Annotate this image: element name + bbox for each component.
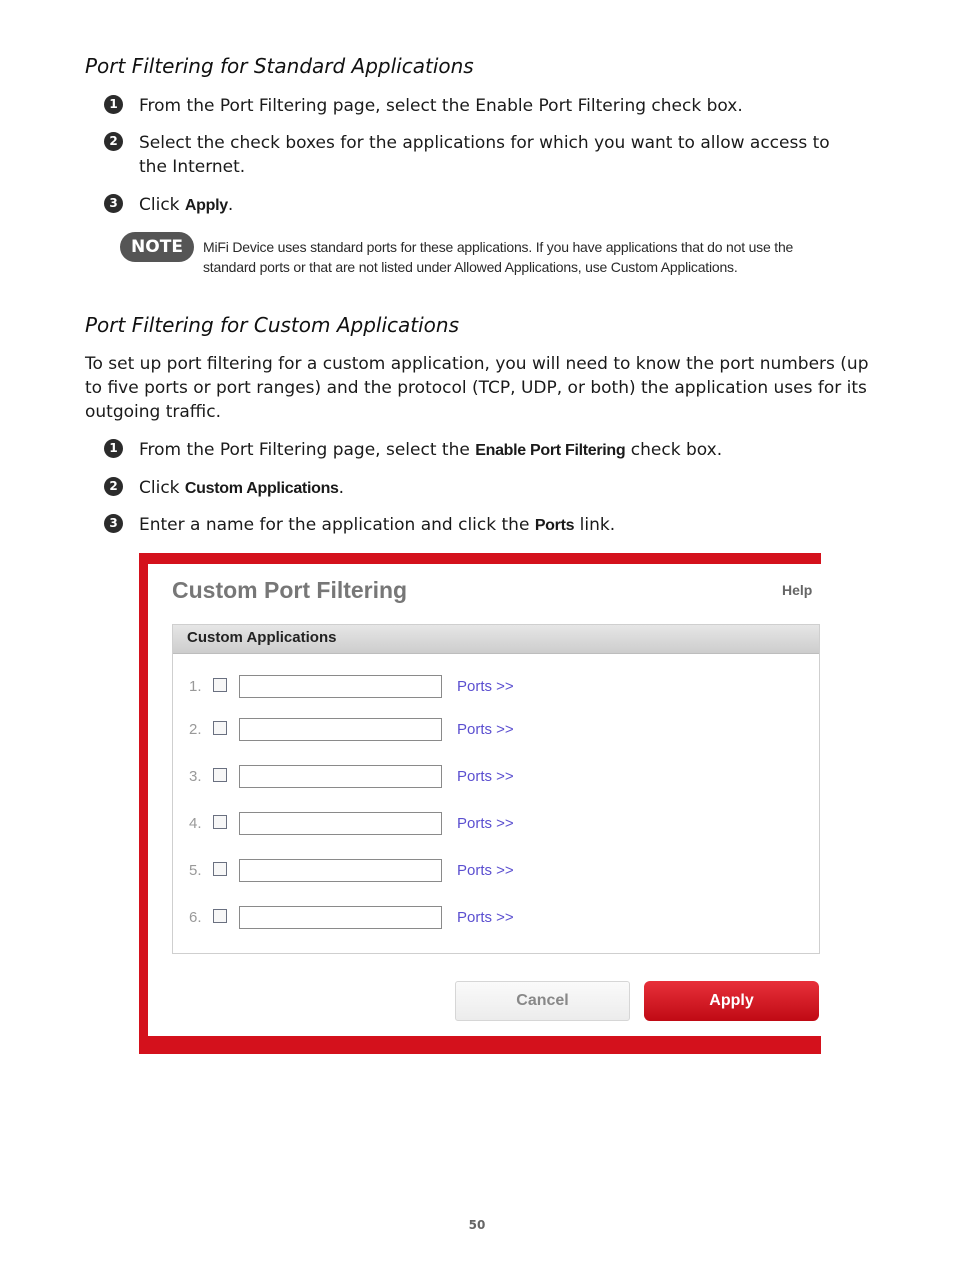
table-row [173, 718, 819, 742]
screenshot-content [148, 564, 821, 1036]
app-name-input[interactable] [239, 859, 442, 882]
step-number: 1 [104, 439, 123, 458]
step-number: 3 [104, 514, 123, 533]
row-index: 5. [189, 862, 202, 879]
app-name-input[interactable] [239, 675, 442, 698]
cancel-button[interactable]: Cancel [455, 981, 630, 1021]
step-number: 3 [104, 194, 123, 213]
section-heading-standard: Port Filtering for Standard Applications [85, 54, 474, 78]
page-number: 50 [468, 1218, 486, 1232]
note-badge: NOTE [120, 232, 194, 262]
app-name-input[interactable] [239, 906, 442, 929]
section-heading-custom: Port Filtering for Custom Applications [85, 313, 459, 337]
ports-link[interactable]: Ports >> [457, 768, 514, 785]
step-number: 2 [104, 477, 123, 496]
app-name-input[interactable] [239, 765, 442, 788]
app-checkbox[interactable] [213, 815, 227, 829]
app-checkbox[interactable] [213, 721, 227, 735]
page-title: Custom Port Filtering [172, 577, 408, 603]
app-name-input[interactable] [239, 812, 442, 835]
row-index: 1. [189, 678, 202, 695]
custom-port-filtering-screenshot [139, 553, 821, 1054]
app-name-input[interactable] [239, 718, 442, 741]
step-text: Click Custom Applications. [139, 478, 345, 498]
intro-paragraph: To set up port filtering for a custom application, you will need to know the port numbers (up to five ports or port ranges) and the protocol (TCP, UDP, or both) the application uses for its outgoing traffic. [85, 354, 869, 422]
table-row [173, 906, 819, 930]
row-index: 6. [189, 909, 202, 926]
ports-link[interactable]: Ports >> [457, 815, 514, 832]
ports-link[interactable]: Ports >> [457, 721, 514, 738]
step-text: Select the check boxes for the applications for which you want to allow access to the Internet. [139, 133, 830, 177]
help-link[interactable]: Help [782, 582, 813, 598]
row-index: 2. [189, 721, 202, 738]
row-index: 3. [189, 768, 202, 785]
step-text: From the Port Filtering page, select the Enable Port Filtering check box. [139, 440, 723, 460]
step-text: From the Port Filtering page, select the Enable Port Filtering check box. [139, 96, 743, 116]
table-row [173, 859, 819, 883]
app-checkbox[interactable] [213, 768, 227, 782]
step-text: Click Apply. [139, 195, 234, 215]
step-text: Enter a name for the application and click the Ports link. [139, 515, 616, 535]
app-checkbox[interactable] [213, 909, 227, 923]
row-index: 4. [189, 815, 202, 832]
step-number: 2 [104, 132, 123, 151]
panel-header-label: Custom Applications [187, 629, 337, 646]
ports-link[interactable]: Ports >> [457, 909, 514, 926]
ports-link[interactable]: Ports >> [457, 678, 514, 695]
step-number: 1 [104, 95, 123, 114]
table-row [173, 765, 819, 789]
ports-link[interactable]: Ports >> [457, 862, 514, 879]
panel-header [173, 625, 819, 654]
note-text: MiFi Device uses standard ports for these applications. If you have applications that do not use the standard ports or that are not listed under Allowed Applications, use Custom Applications. [203, 239, 794, 275]
apply-button[interactable]: Apply [644, 981, 819, 1021]
app-checkbox[interactable] [213, 862, 227, 876]
table-row [173, 812, 819, 836]
custom-applications-panel [172, 624, 820, 954]
app-checkbox[interactable] [213, 678, 227, 692]
table-row [173, 675, 819, 699]
